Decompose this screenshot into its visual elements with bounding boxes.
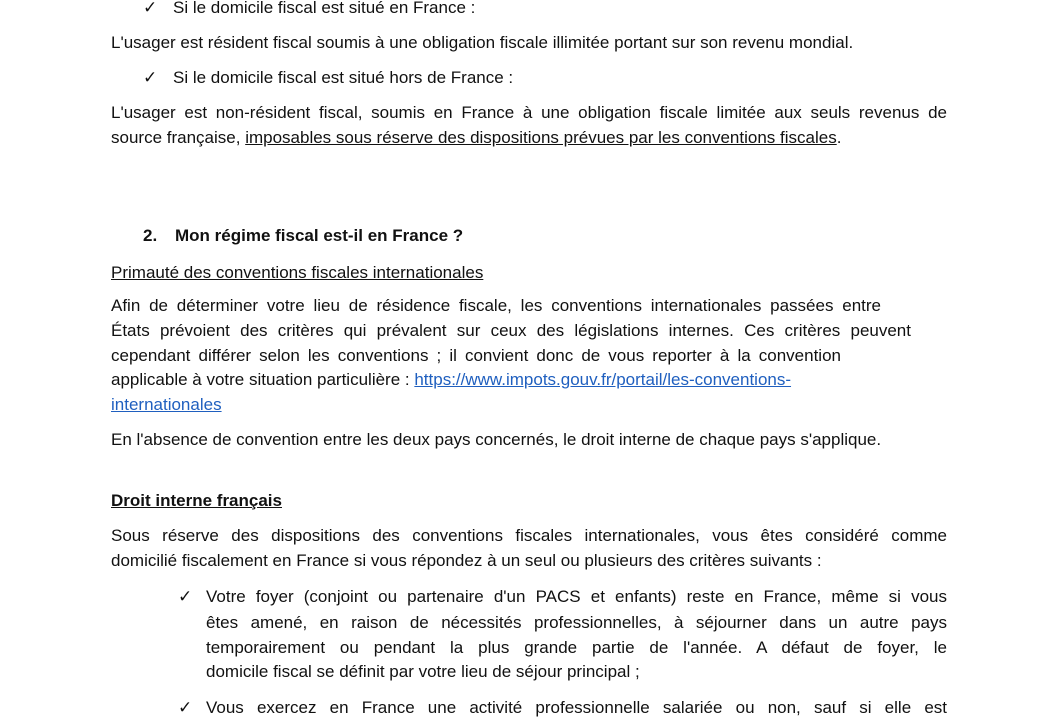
primaute-line4 <box>111 369 791 391</box>
subheading-droit-interne: Droit interne français <box>111 491 282 510</box>
conventions-link[interactable]: https://www.impots.gouv.fr/portail/les-conventions- <box>414 370 792 389</box>
subheading-primaute: Primauté des conventions fiscales internationales <box>111 263 484 282</box>
primaute-line4-prefix: applicable à votre situation particulière : <box>111 370 415 389</box>
foyer-line1: Votre foyer (conjoint ou partenaire d'un PACS et enfants) reste en France, même si vous <box>206 587 947 606</box>
foyer-line3: temporairement ou pendant la plus grande partie de l'année. A défaut de foyer, le <box>206 638 947 657</box>
nonresident-suffix: . <box>836 128 842 147</box>
reserve-line2: domicilié fiscalement en France si vous répondez à un seul ou plusieurs des critères suivants : <box>111 551 822 570</box>
resident-text: L'usager est résident fiscal soumis à une obligation fiscale illimitée portant sur son revenu mondial. <box>111 33 854 52</box>
primaute-line2: États prévoient des critères qui prévalent sur ceux des législations internes. Ces critères peuvent <box>111 321 911 340</box>
check-icon: ✓ <box>143 68 158 87</box>
section2-number: 2. <box>143 226 158 245</box>
primaute-line1: Afin de déterminer votre lieu de résidence fiscale, les conventions internationales passées entre <box>111 296 881 315</box>
nonresident-line1: L'usager est non-résident fiscal, soumis en France à une obligation fiscale limitée aux seuls revenus de <box>111 103 947 122</box>
section2-title: Mon régime fiscal est-il en France ? <box>175 226 464 245</box>
reserve-line1: Sous réserve des dispositions des conventions fiscales internationales, vous êtes considéré comme <box>111 526 947 545</box>
absence-text: En l'absence de convention entre les deux pays concernés, le droit interne de chaque pays s'applique. <box>111 430 882 449</box>
item-domicile-france: Si le domicile fiscal est situé en France : <box>173 0 476 17</box>
conventions-link-continuation[interactable]: internationales <box>111 395 222 414</box>
check-icon: ✓ <box>178 587 193 606</box>
nonresident-prefix: source française, <box>111 128 246 147</box>
nonresident-underlined: imposables sous réserve des dispositions prévues par les conventions fiscales <box>245 128 837 147</box>
item-domicile-hors-france: Si le domicile fiscal est situé hors de France : <box>173 68 514 87</box>
activite-line1: Vous exercez en France une activité professionnelle salariée ou non, sauf si elle est <box>206 698 947 717</box>
check-icon: ✓ <box>178 698 193 717</box>
primaute-line3: cependant différer selon les conventions ; il convient donc de vous reporter à la convention <box>111 346 841 365</box>
link-continuation <box>111 394 222 416</box>
foyer-line4: domicile fiscal se définit par votre lieu de séjour principal ; <box>206 662 640 681</box>
foyer-line2: êtes amené, en raison de nécessités professionnelles, à séjourner dans un autre pays <box>206 613 947 632</box>
check-icon: ✓ <box>143 0 158 17</box>
nonresident-line2 <box>111 127 841 149</box>
